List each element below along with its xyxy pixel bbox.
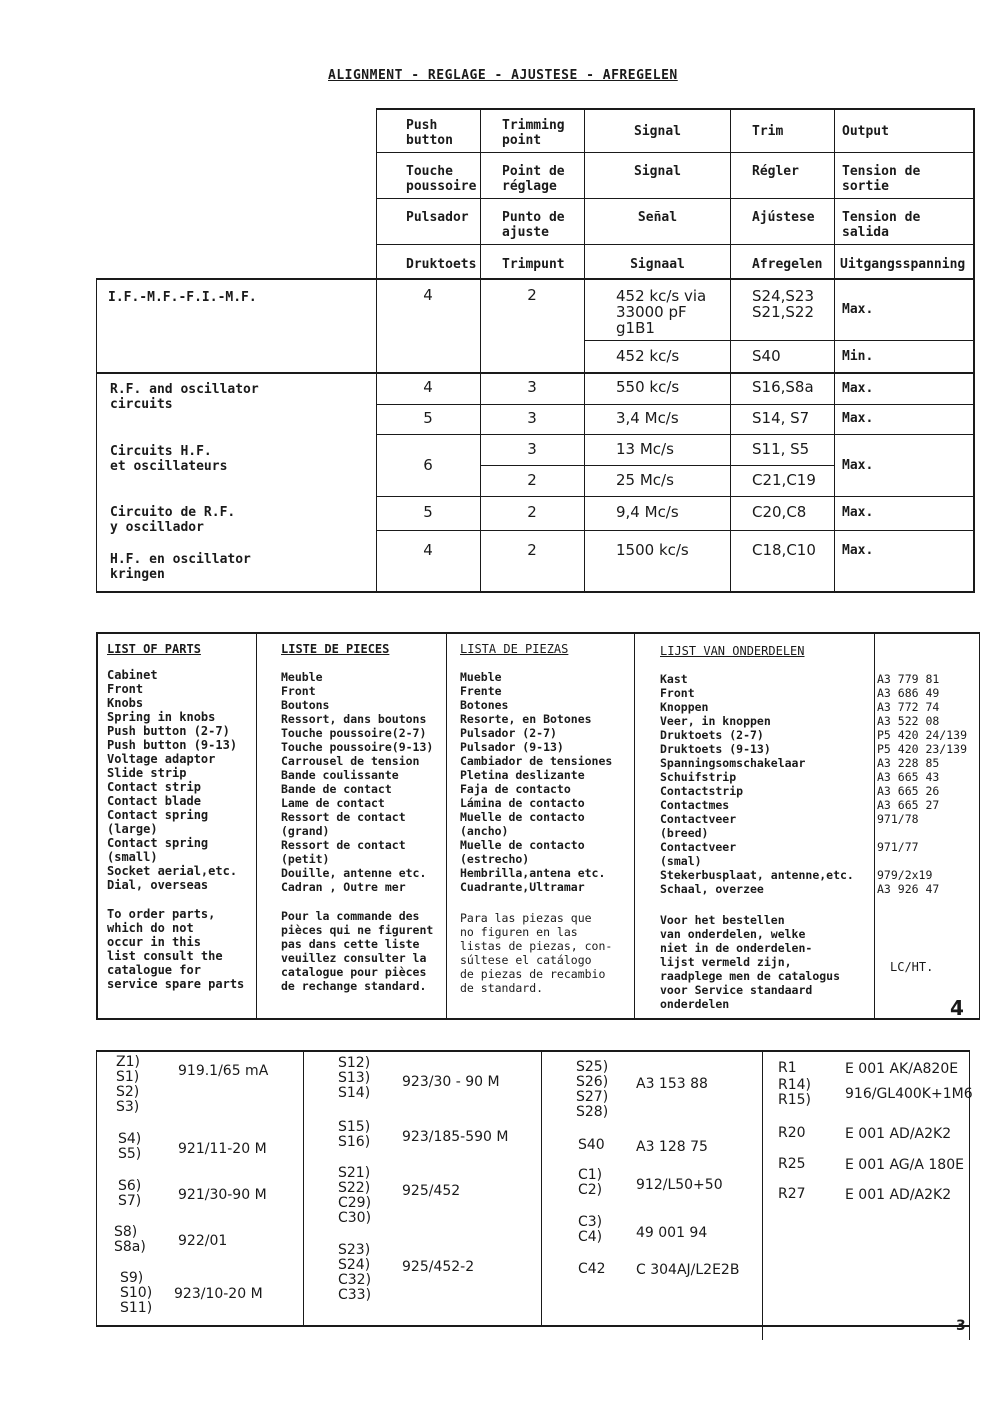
rf-row-output: Max. (842, 411, 874, 426)
component-value: 923/30 - 90 M (402, 1074, 500, 1090)
rf-row-trim-point: 3 (527, 409, 537, 427)
order-note-en: To order parts, which do not occur in this list consult the catalogue for service spare parts (107, 907, 245, 991)
rf-row-trim: C18,C10 (752, 541, 816, 559)
rf-label-nl: H.F. en oscillator kringen (110, 552, 251, 582)
component-label: Z1) S1) S2) S3) (116, 1054, 140, 1115)
rf-row-trim-point: 2 (527, 503, 537, 521)
parts-heading-es: LISTA DE PIEZAS (460, 642, 569, 656)
if-row-trim: S24,S23 S21,S22 (752, 287, 814, 321)
page-mark-components: 3 (956, 1318, 966, 1334)
component-label: C42 (578, 1261, 606, 1277)
rf-row-push: 6 (423, 456, 433, 474)
component-value: A3 128 75 (636, 1139, 708, 1155)
component-value: 925/452-2 (402, 1259, 475, 1275)
rf-row-output: Max. (842, 505, 874, 520)
component-value: 923/10-20 M (174, 1286, 263, 1302)
header-fr-trim: Régler (752, 164, 799, 179)
if-row2-signal: 452 kc/s (616, 347, 680, 365)
page-title: ALIGNMENT - REGLAGE - AJUSTESE - AFREGELEN (328, 68, 678, 83)
rf-row-push: 5 (423, 409, 433, 427)
rf-row-signal: 3,4 Mc/s (616, 409, 679, 427)
rf-row-output: Max. (842, 381, 874, 396)
rf-row-trim-point: 2 (527, 541, 537, 559)
component-value: 49 001 94 (636, 1225, 708, 1241)
header-nl-trim-point: Trimpunt (502, 257, 565, 272)
rf-label-en: R.F. and oscillator circuits (110, 382, 259, 412)
if-row-trim-point: 2 (527, 286, 537, 304)
rf-row-signal: 25 Mc/s (616, 471, 674, 489)
order-note-es: Para las piezas que no figuren en las listas de piezas, con- súltese el catálogo de piezas de recambio de standard. (460, 911, 613, 995)
component-value: A3 153 88 (636, 1076, 708, 1092)
parts-list-nl: Kast Front Knoppen Veer, in knoppen Druktoets (2-7) Druktoets (9-13) Spanningsomschakelaar Schuifstrip Contactstrip Contactmes Contactveer (breed) Contactveer (smal) Stekerbusplaat, antenne,etc. Schaal, overzee (660, 672, 854, 896)
component-value: E 001 AK/A820E (845, 1061, 959, 1077)
parts-codes: A3 779 81 A3 686 49 A3 772 74 A3 522 08 P5 420 24/139 P5 420 23/139 A3 228 85 A3 665 43 A3 665 26 A3 665 27 971/78 971/77 979/2x19 A3 926 47 (877, 672, 968, 896)
component-label: R20 (778, 1125, 806, 1141)
rf-row-trim: C20,C8 (752, 503, 807, 521)
header-nl-signal: Signaal (630, 257, 685, 272)
if-row2-trim: S40 (752, 347, 781, 365)
rf-row-signal: 1500 kc/s (616, 541, 689, 559)
rf-row-trim: S16,S8a (752, 378, 814, 396)
parts-list-es: Mueble Frente Botones Resorte, en Botones Pulsador (2-7) Pulsador (9-13) Cambiador de tensiones Pletina deslizante Faja de contacto Lámina de contacto Muelle de contacto (ancho) Muelle de contacto (estrecho) Hembrilla,antena etc. Cuadrante,Ultramar (460, 670, 613, 894)
header-fr-signal: Signal (634, 164, 681, 179)
component-value: 921/11-20 M (178, 1141, 267, 1157)
header-fr-trim-point: Point de réglage (502, 164, 565, 194)
header-es-trim-point: Punto de ajuste (502, 210, 565, 240)
order-note-nl: Voor het bestellen van onderdelen, welke niet in de onderdelen- lijst vermeld zijn, raadplege men de catalogus voor Service standaard onderdelen (660, 913, 841, 1011)
rf-row-trim: S14, S7 (752, 409, 810, 427)
header-trim: Trim (752, 124, 784, 139)
component-label: S21) S22) C29) C30) (338, 1165, 372, 1226)
rf-label-fr: Circuits H.F. et oscillateurs (110, 444, 228, 474)
rf-row-signal: 13 Mc/s (616, 440, 674, 458)
header-es-output: Tension de salida (842, 210, 921, 240)
rf-row-push: 4 (423, 541, 433, 559)
component-label: C1) C2) (578, 1167, 603, 1198)
rf-row-output: Max. (842, 458, 874, 473)
rf-row-trim-point: 3 (527, 378, 537, 396)
component-value: E 001 AD/A2K2 (845, 1187, 952, 1203)
header-trimming-point: Trimming point (502, 118, 565, 148)
rf-row-push: 4 (423, 378, 433, 396)
parts-heading-en: LIST OF PARTS (107, 642, 201, 656)
if-label: I.F.-M.F.-F.I.-M.F. (108, 290, 257, 305)
page-mark-parts: 4 (950, 996, 964, 1020)
component-label: S25) S26) S27) S28) (576, 1059, 609, 1120)
component-value: 912/L50+50 (636, 1177, 723, 1193)
rf-row-signal: 9,4 Mc/s (616, 503, 679, 521)
component-label: R25 (778, 1156, 806, 1172)
rf-row-trim-point: 2 (527, 471, 537, 489)
component-label: C3) C4) (578, 1214, 603, 1245)
if-row-output: Max. (842, 302, 874, 317)
component-value: 916/GL400K+1M6 (845, 1086, 973, 1102)
header-fr-push: Touche poussoire (406, 164, 477, 194)
component-label: R14) R15) (778, 1077, 812, 1108)
component-value: 922/01 (178, 1233, 228, 1249)
if-row2-output: Min. (842, 349, 874, 364)
rf-row-trim: S11, S5 (752, 440, 810, 458)
rf-label-es: Circuito de R.F. y oscillador (110, 505, 236, 535)
component-label: S23) S24) C32) C33) (338, 1242, 372, 1303)
rf-row-signal: 550 kc/s (616, 378, 680, 396)
rf-row-trim: C21,C19 (752, 471, 816, 489)
component-value: C 304AJ/L2E2B (636, 1262, 740, 1278)
component-label: S40 (578, 1137, 605, 1153)
component-label: S12) S13) S14) (338, 1055, 371, 1101)
header-output: Output (842, 124, 889, 139)
component-value: 921/30-90 M (178, 1187, 267, 1203)
rf-row-push: 5 (423, 503, 433, 521)
initials: LC/HT. (890, 960, 934, 974)
component-label: S8) S8a) (114, 1224, 146, 1255)
component-label: S4) S5) (118, 1131, 142, 1162)
header-nl-output: Uitgangsspanning (840, 257, 966, 272)
component-value: E 001 AD/A2K2 (845, 1126, 952, 1142)
rf-row-trim-point: 3 (527, 440, 537, 458)
component-label: S9) S10) S11) (120, 1270, 153, 1316)
parts-heading-nl: LIJST VAN ONDERDELEN (660, 644, 805, 658)
header-es-signal: Señal (637, 210, 678, 225)
component-value: E 001 AG/A 180E (845, 1157, 964, 1173)
component-label: R1 (778, 1060, 797, 1076)
component-label: S6) S7) (118, 1178, 142, 1209)
parts-list-en: Cabinet Front Knobs Spring in knobs Push button (2-7) Push button (9-13) Voltage adaptor Slide strip Contact strip Contact blade Contact spring (large) Contact spring (small) Socket aerial,etc. Dial, overseas (107, 668, 238, 892)
header-nl-push: Druktoets (406, 257, 477, 272)
component-value: 923/185-590 M (402, 1129, 509, 1145)
header-push-button: Push button (406, 118, 453, 148)
component-value: 919.1/65 mA (178, 1063, 269, 1079)
parts-heading-fr: LISTE DE PIECES (281, 642, 390, 656)
parts-list-fr: Meuble Front Boutons Ressort, dans boutons Touche poussoire(2-7) Touche poussoire(9-13) Carrousel de tension Bande coulissante Bande de contact Lame de contact Ressort de contact (grand) Ressort de contact (petit) Douille, antenne etc. Cadran , Outre mer (281, 670, 434, 894)
order-note-fr: Pour la commande des pièces qui ne figurent pas dans cette liste veuillez consulter la catalogue pour pièces de rechange standard. (281, 909, 434, 993)
if-row-push: 4 (423, 286, 433, 304)
rf-row-output: Max. (842, 543, 874, 558)
component-label: S15) S16) (338, 1119, 371, 1150)
if-row-signal: 452 kc/s via 33000 pF g1B1 (616, 287, 707, 337)
header-fr-output: Tension de sortie (842, 164, 921, 194)
header-signal: Signal (634, 124, 681, 139)
header-es-trim: Ajústese (752, 210, 815, 225)
component-label: R27 (778, 1186, 806, 1202)
component-value: 925/452 (402, 1183, 461, 1199)
header-es-push: Pulsador (406, 210, 469, 225)
header-nl-trim: Afregelen (752, 257, 823, 272)
